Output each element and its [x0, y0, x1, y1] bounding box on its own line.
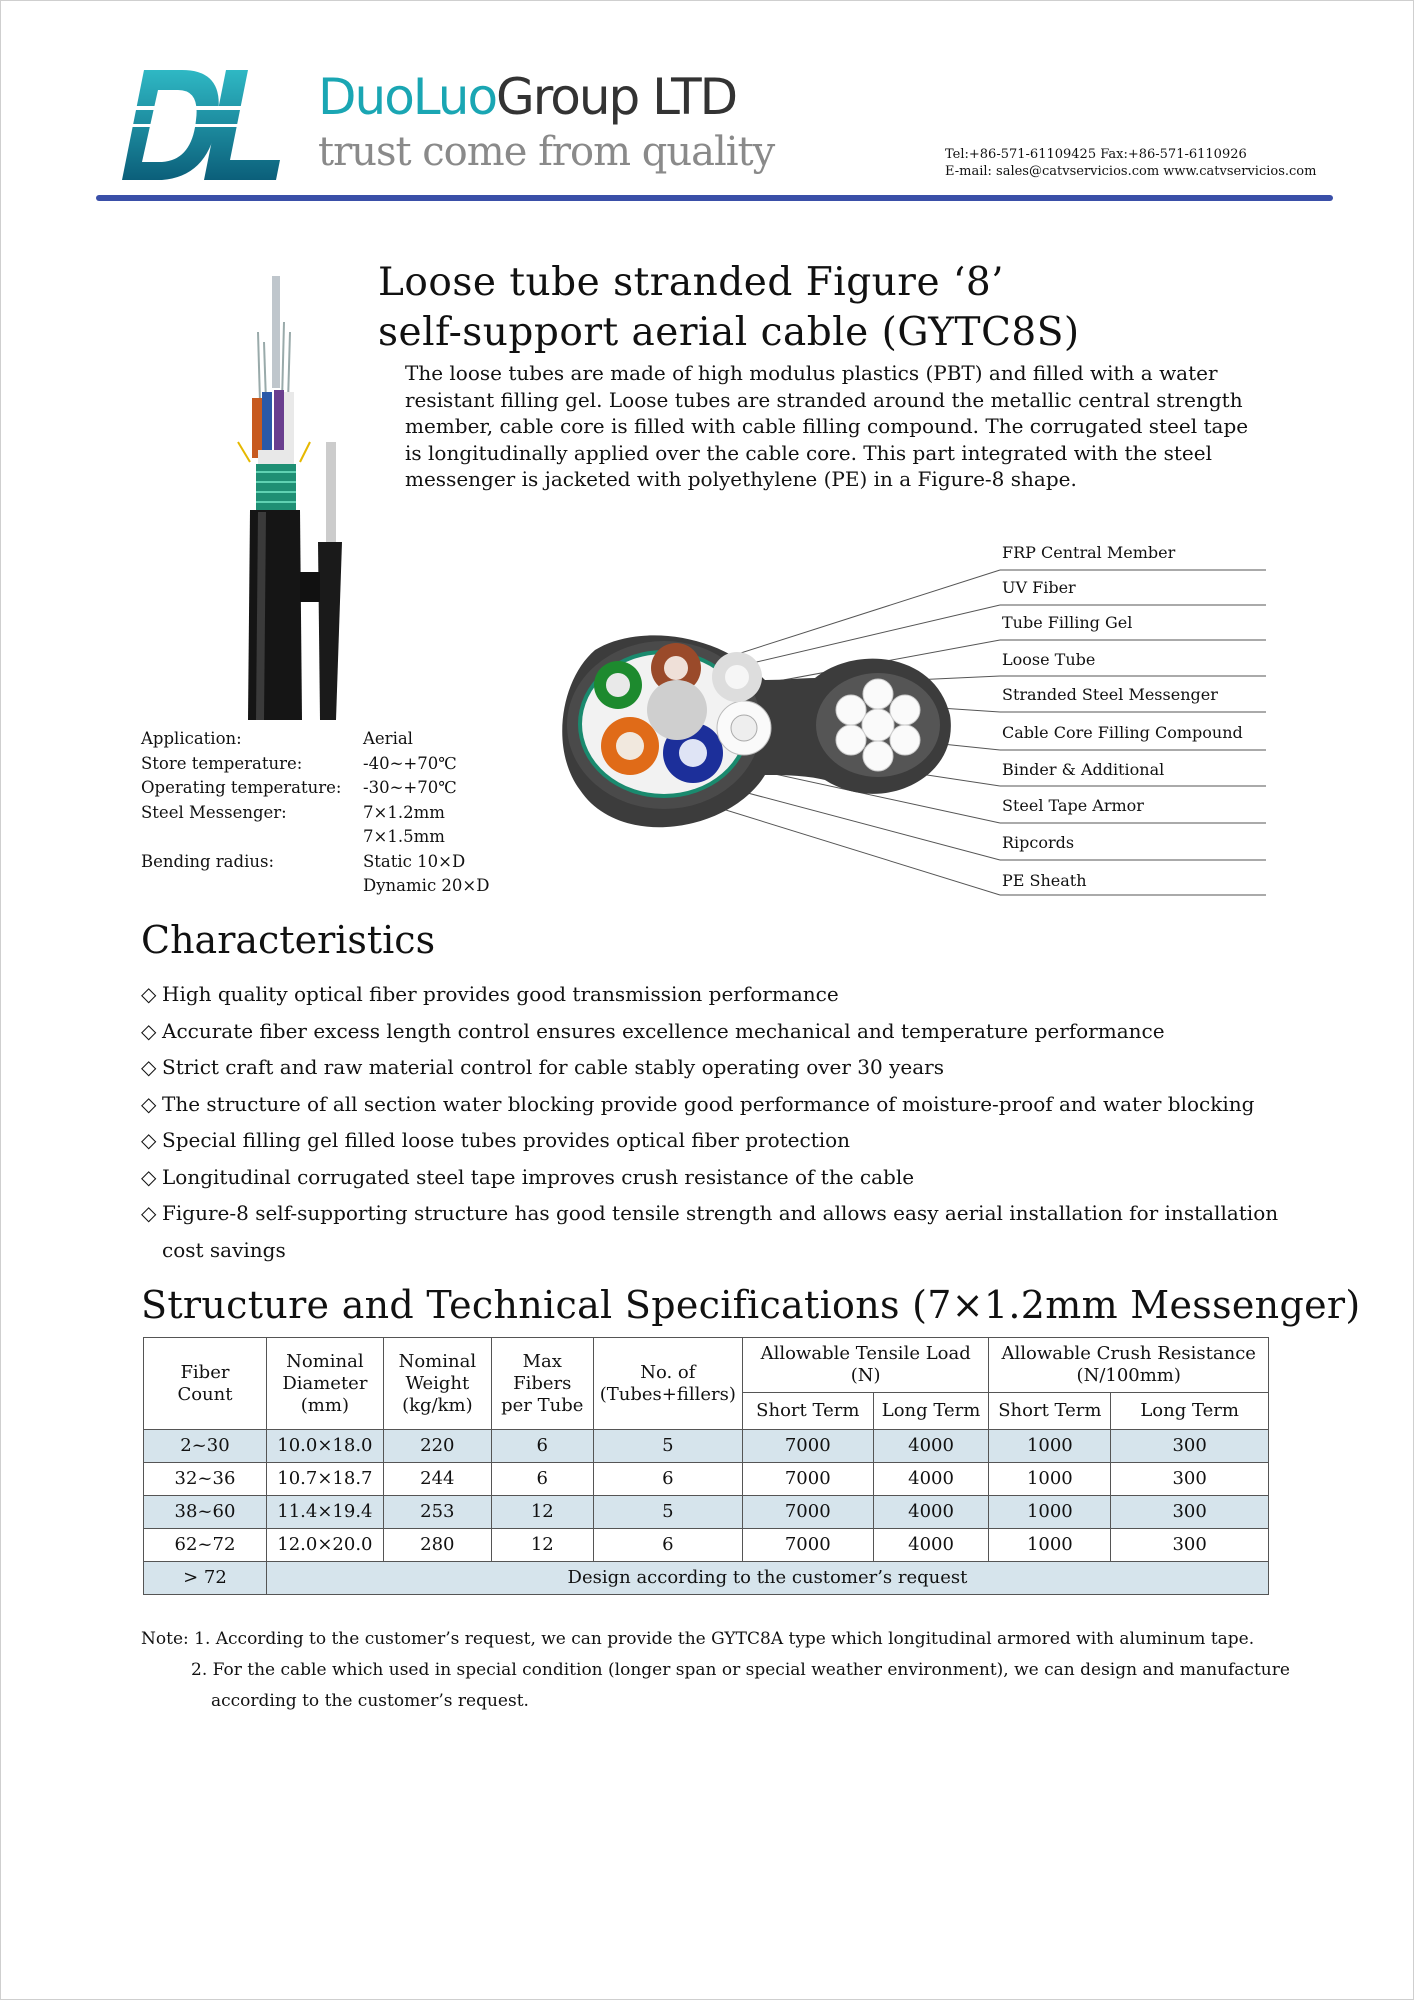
table-cell: 38~60 — [144, 1496, 267, 1529]
table-cell: 300 — [1111, 1496, 1269, 1529]
notes — [141, 1624, 1290, 1717]
table-cell: 300 — [1111, 1463, 1269, 1496]
header-max-fibers: Max Fibers per Tube — [491, 1338, 593, 1430]
list-item — [141, 1122, 1281, 1159]
list-item — [141, 1013, 1281, 1050]
spec-value: -40~+70℃ — [363, 753, 457, 773]
table-cell: 12 — [491, 1529, 593, 1562]
legend-frp-central-member: FRP Central Member — [1002, 543, 1176, 562]
spec-label: Application: — [141, 729, 242, 748]
table-row — [144, 1496, 1269, 1529]
note-line: 2. For the cable which used in special condition (longer span or special weather environment), we can design and manufacture — [191, 1660, 1290, 1680]
list-item-text: Strict craft and raw material control for cable stably operating over 30 years — [162, 1055, 944, 1079]
table-cell: 1000 — [989, 1529, 1111, 1562]
dl-logo-icon — [122, 66, 282, 186]
brand-name-part1: DuoLuo — [318, 68, 497, 126]
header-crush-long-term: Long Term — [1111, 1393, 1269, 1430]
legend-tube-filling-gel: Tube Filling Gel — [1002, 613, 1133, 632]
characteristics-heading: Characteristics — [141, 918, 436, 962]
table-row — [144, 1529, 1269, 1562]
header-tensile-load: Allowable Tensile Load (N) — [742, 1338, 989, 1393]
document-title — [378, 258, 1080, 358]
table-cell: 2~30 — [144, 1430, 267, 1463]
diamond-bullet-icon: ◇ — [141, 1055, 157, 1079]
brand-name-part2: Group LTD — [496, 68, 737, 126]
spec-label: Store temperature: — [141, 753, 303, 773]
title-line1: Loose tube stranded Figure ‘8’ — [378, 260, 1005, 305]
diamond-bullet-icon: ◇ — [141, 1201, 157, 1225]
spec-value: Dynamic 20×D — [363, 876, 490, 895]
list-item — [141, 976, 1281, 1013]
legend-steel-tape-armor: Steel Tape Armor — [1002, 796, 1144, 815]
header-crush-short-term: Short Term — [989, 1393, 1111, 1430]
table-cell: 1000 — [989, 1496, 1111, 1529]
brand-name — [318, 68, 737, 126]
table-cell: 4000 — [873, 1430, 989, 1463]
header-tensile-long-term: Long Term — [873, 1393, 989, 1430]
list-item — [141, 1086, 1281, 1123]
legend-uv-fiber: UV Fiber — [1002, 578, 1076, 597]
table-cell: 32~36 — [144, 1463, 267, 1496]
header-tubes-fillers: No. of (Tubes+fillers) — [593, 1338, 742, 1430]
diamond-bullet-icon: ◇ — [141, 1018, 157, 1043]
spec-label: Steel Messenger: — [141, 802, 287, 822]
note-line: Note: 1. According to the customer’s request, we can provide the GYTC8A type which longitudinal armored with aluminum tape. — [141, 1629, 1255, 1649]
table-row — [144, 1430, 1269, 1463]
table-row — [144, 1562, 1269, 1595]
diamond-bullet-icon: ◇ — [141, 1164, 157, 1189]
table-cell: 4000 — [873, 1463, 989, 1496]
spec-value: Aerial — [363, 729, 413, 748]
table-cell: 12 — [491, 1496, 593, 1529]
table-cell: 10.7×18.7 — [266, 1463, 383, 1496]
diamond-bullet-icon: ◇ — [141, 1091, 157, 1116]
list-item — [141, 1195, 1281, 1268]
table-cell: 253 — [383, 1496, 491, 1529]
header-fiber-count: Fiber Count — [144, 1338, 267, 1430]
list-item-text: Special filling gel filled loose tubes provides optical fiber protection — [162, 1128, 851, 1152]
characteristics-list — [141, 976, 1281, 1268]
table-cell: 244 — [383, 1463, 491, 1496]
legend-ripcords: Ripcords — [1002, 833, 1075, 852]
tagline: trust come from quality — [318, 129, 775, 175]
legend-cable-core-filling-compound: Cable Core Filling Compound — [1002, 723, 1243, 742]
spec-label: Operating temperature: — [141, 778, 342, 797]
header-nominal-diameter: Nominal Diameter (mm) — [266, 1338, 383, 1430]
title-line2: self-support aerial cable (GYTC8S) — [378, 310, 1080, 355]
table-cell: 6 — [491, 1430, 593, 1463]
table-cell: 4000 — [873, 1496, 989, 1529]
table-row — [144, 1463, 1269, 1496]
spec-table-heading: Structure and Technical Specifications (7×1.2mm Messenger) — [141, 1283, 1361, 1327]
table-cell: > 72 — [144, 1562, 267, 1595]
list-item — [141, 1159, 1281, 1196]
intro-paragraph: The loose tubes are made of high modulus plastics (PBT) and filled with a water resistant filling gel. Loose tubes are stranded around the metallic central strength member, cable core is filled with cable filling compound. The corrugated steel tape is longitudinally applied over the cable core. This part integrated with the steel messenger is jacketed with polyethylene (PE) in a Figure-8 shape. — [405, 361, 1249, 491]
header-tensile-short-term: Short Term — [742, 1393, 873, 1430]
table-cell: 300 — [1111, 1430, 1269, 1463]
table-cell-custom-design: Design according to the customer’s request — [266, 1562, 1268, 1595]
header-nominal-weight: Nominal Weight (kg/km) — [383, 1338, 491, 1430]
table-cell: 300 — [1111, 1529, 1269, 1562]
legend-binder-additional: Binder & Additional — [1002, 760, 1165, 779]
table-cell: 5 — [593, 1430, 742, 1463]
diamond-bullet-icon: ◇ — [141, 982, 157, 1006]
table-cell: 6 — [491, 1463, 593, 1496]
cable-photo-illustration — [228, 272, 348, 720]
table-cell: 5 — [593, 1496, 742, 1529]
cable-cross-section-diagram — [480, 540, 1280, 900]
contact-info — [945, 146, 1316, 180]
spec-label: Bending radius: — [141, 851, 275, 871]
spec-value: 7×1.5mm — [363, 827, 445, 846]
table-cell: 4000 — [873, 1529, 989, 1562]
list-item-text: High quality optical fiber provides good transmission performance — [162, 982, 839, 1006]
legend-loose-tube: Loose Tube — [1002, 650, 1096, 669]
table-cell: 1000 — [989, 1463, 1111, 1496]
spec-value: -30~+70℃ — [363, 778, 457, 797]
contact-phone: Tel:+86-571-61109425 Fax:+86-571-6110926 — [945, 147, 1247, 162]
diamond-bullet-icon: ◇ — [141, 1128, 157, 1152]
list-item-text: Accurate fiber excess length control ensures excellence mechanical and temperature performance — [162, 1018, 1165, 1043]
spec-table — [143, 1337, 1269, 1595]
table-cell: 10.0×18.0 — [266, 1430, 383, 1463]
contact-email-web: E-mail: sales@catvservicios.com www.catvservicios.com — [945, 164, 1317, 179]
header-divider — [96, 195, 1333, 201]
spec-value: 7×1.2mm — [363, 802, 445, 822]
table-cell: 220 — [383, 1430, 491, 1463]
table-cell: 7000 — [742, 1529, 873, 1562]
list-item-text: Figure-8 self-supporting structure has good tensile strength and allows easy aerial installation for installation cost savings — [162, 1201, 1279, 1262]
table-cell: 11.4×19.4 — [266, 1496, 383, 1529]
list-item-text: The structure of all section water blocking provide good performance of moisture-proof and water blocking — [162, 1091, 1255, 1116]
legend-stranded-steel-messenger: Stranded Steel Messenger — [1002, 685, 1218, 704]
legend-pe-sheath: PE Sheath — [1002, 871, 1087, 890]
table-cell: 12.0×20.0 — [266, 1529, 383, 1562]
table-cell: 6 — [593, 1463, 742, 1496]
spec-value: Static 10×D — [363, 851, 466, 871]
table-cell: 7000 — [742, 1430, 873, 1463]
table-cell: 6 — [593, 1529, 742, 1562]
list-item — [141, 1049, 1281, 1086]
header-crush-resistance: Allowable Crush Resistance (N/100mm) — [989, 1338, 1269, 1393]
note-line: according to the customer’s request. — [211, 1691, 529, 1711]
table-cell: 7000 — [742, 1496, 873, 1529]
table-cell: 1000 — [989, 1430, 1111, 1463]
table-cell: 7000 — [742, 1463, 873, 1496]
list-item-text: Longitudinal corrugated steel tape improves crush resistance of the cable — [162, 1164, 915, 1189]
table-cell: 280 — [383, 1529, 491, 1562]
table-cell: 62~72 — [144, 1529, 267, 1562]
